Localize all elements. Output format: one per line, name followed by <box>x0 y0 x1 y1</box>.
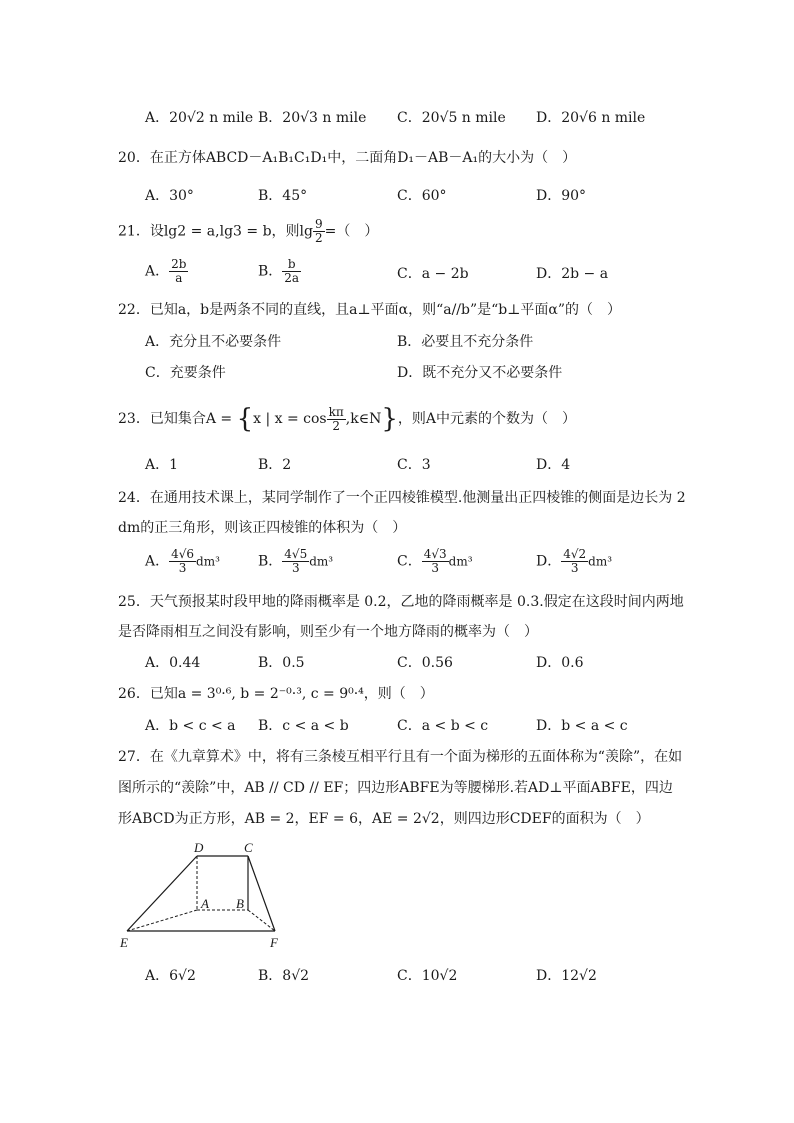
q21-option-a-den: a <box>175 271 183 285</box>
q21-option-c-text: a − 2b <box>421 266 469 282</box>
q21-frac-num: 9 <box>314 217 323 231</box>
q26-option-a: A．b < c < a <box>145 718 236 734</box>
q23-fraction <box>327 406 346 433</box>
q21-option-a-fraction <box>169 258 188 285</box>
q21-option-b-label: B． <box>258 263 283 280</box>
q25-option-c: C．0.56 <box>397 655 453 671</box>
edge-cf <box>248 856 275 931</box>
q21-option-b-den: 2a <box>284 271 300 285</box>
q21-frac-den: 2 <box>314 231 323 245</box>
q27-figure <box>115 838 295 958</box>
q21-stem-fraction <box>313 218 325 245</box>
q25-option-a: A．0.44 <box>145 655 201 671</box>
q22-option-c: C．充要条件 <box>145 365 226 381</box>
q19-option-d: D．20√6 n mile <box>536 110 646 126</box>
q24-option-d-num: 4√2 <box>563 547 587 561</box>
q24-option-c-fraction <box>422 548 449 575</box>
q21-stem <box>118 218 378 245</box>
q21-option-d <box>536 264 608 284</box>
q24-option-d-unit: dm³ <box>588 554 613 569</box>
q20-option-b: B．45° <box>258 188 308 204</box>
q22-option-a: A．充分且不必要条件 <box>145 334 282 350</box>
q25-option-b: B．0.5 <box>258 655 305 671</box>
q21-option-d-label: D． <box>536 266 562 282</box>
q23-option-a: A．1 <box>145 457 179 473</box>
q27-stem-line3: 形ABCD为正方形，AB = 2，EF = 6，AE = 2√2，则四边形CDEF的面积为（ ） <box>118 811 650 827</box>
q23-frac-den: 2 <box>332 418 341 433</box>
q24-option-d <box>536 548 612 575</box>
q24-option-a-label: A． <box>145 553 170 570</box>
q24-option-d-den: 3 <box>570 561 579 575</box>
q26-option-b: B．c < a < b <box>258 718 349 734</box>
q24-option-c <box>397 548 473 575</box>
label-d: D <box>194 840 204 855</box>
label-b: B <box>236 896 244 911</box>
label-f: F <box>270 935 278 950</box>
q24-option-b <box>258 548 333 575</box>
label-a: A <box>201 896 209 911</box>
q23-stem-post: ，则A中元素的个数为（ ） <box>397 411 576 427</box>
q22-option-b: B．必要且不充分条件 <box>397 334 534 350</box>
q24-option-c-label: C． <box>397 553 422 570</box>
q20-option-d: D．90° <box>536 188 587 204</box>
q24-stem-line1: 24．在通用技术课上，某同学制作了一个正四棱锥模型.他测量出正四棱锥的侧面是边长为 2 <box>118 490 686 506</box>
q24-option-a <box>145 548 220 575</box>
q27-stem-line1: 27．在《九章算术》中，将有三条棱互相平行且有一个面为梯形的五面体称为“羡除”，在如 <box>118 749 683 765</box>
q27-option-d: D．12√2 <box>536 968 597 984</box>
q23-right-brace: } <box>381 404 398 434</box>
q26-option-c: C．a < b < c <box>397 718 489 734</box>
q24-option-c-unit: dm³ <box>448 554 473 569</box>
edge-de <box>127 856 197 931</box>
q27-option-b: B．8√2 <box>258 968 310 984</box>
q26-option-d: D．b < a < c <box>536 718 628 734</box>
q23-stem-pre: 23．已知集合A = <box>118 411 233 427</box>
label-c: C <box>244 840 253 855</box>
q24-option-a-num: 4√6 <box>171 547 195 561</box>
q19-option-b: B．20√3 n mile <box>258 110 367 126</box>
q21-stem-post: =（ ） <box>324 223 379 240</box>
q24-option-d-label: D． <box>536 553 562 570</box>
q23-option-b: B．2 <box>258 457 292 473</box>
q27-option-c: C．10√2 <box>397 968 458 984</box>
q24-option-b-unit: dm³ <box>309 554 334 569</box>
q24-option-b-den: 3 <box>291 561 300 575</box>
q24-stem-line2: dm的正三角形，则该正四棱锥的体积为（ ） <box>118 520 407 536</box>
q21-option-d-text: 2b − a <box>561 266 609 282</box>
q24-option-b-num: 4√5 <box>284 547 308 561</box>
q25-stem-line2: 是否降雨相互之间没有影响，则至少有一个地方降雨的概率为（ ） <box>118 624 538 640</box>
q21-option-c-label: C． <box>397 266 422 282</box>
q23-stem <box>118 404 576 434</box>
q21-option-a-num: 2b <box>171 257 187 271</box>
q21-option-a-label: A． <box>145 263 170 280</box>
q23-set-content: x | x = cos <box>253 411 327 427</box>
q21-option-b <box>258 258 301 285</box>
q26-stem: 26．已知a = 3⁰·⁶, b = 2⁻⁰·³, c = 9⁰·⁴，则（ ） <box>118 686 434 702</box>
q21-option-b-num: b <box>282 258 301 272</box>
label-e: E <box>120 935 128 950</box>
q23-frac-num: kπ <box>328 404 344 419</box>
q22-stem: 22．已知a，b是两条不同的直线，且a⊥平面α，则“a//b”是“b⊥平面α”的（ ） <box>118 302 622 318</box>
q23-set-tail: ,k∈N <box>345 411 382 427</box>
q27-stem-line2: 图所示的“羡除”中，AB // CD // EF；四边形ABFE为等腰梯形.若AD⊥平面ABFE，四边 <box>118 780 673 796</box>
q21-option-b-fraction <box>282 258 301 285</box>
q24-option-b-label: B． <box>258 553 283 570</box>
q21-option-c <box>397 264 469 284</box>
q24-option-a-unit: dm³ <box>196 554 220 569</box>
q21-stem-pre: 21．设lg2 = a,lg3 = b，则lg <box>118 223 313 240</box>
q20-option-c: C．60° <box>397 188 447 204</box>
q24-option-c-den: 3 <box>431 561 439 575</box>
q19-option-a: A．20√2 n mile <box>145 110 254 126</box>
q25-stem-line1: 25．天气预报某时段甲地的降雨概率是 0.2，乙地的降雨概率是 0.3.假定在这段时间内两地 <box>118 594 684 610</box>
q24-option-b-fraction <box>282 548 309 575</box>
q27-option-a: A．6√2 <box>145 968 196 984</box>
q24-option-d-fraction <box>561 548 588 575</box>
q23-option-c: C．3 <box>397 457 431 473</box>
q24-option-a-den: 3 <box>178 561 187 575</box>
q25-option-d: D．0.6 <box>536 655 584 671</box>
q23-option-d: D．4 <box>536 457 571 473</box>
q24-option-c-num: 4√3 <box>423 547 447 561</box>
q22-option-d: D．既不充分又不必要条件 <box>397 365 563 381</box>
q24-option-a-fraction <box>169 548 196 575</box>
q19-option-c: C．20√5 n mile <box>397 110 506 126</box>
q20-stem: 20．在正方体ABCD－A₁B₁C₁D₁中，二面角D₁－AB－A₁的大小为（ ） <box>118 150 577 166</box>
q20-option-a: A．30° <box>145 188 194 204</box>
q21-option-a <box>145 258 188 285</box>
q23-left-brace: { <box>236 404 254 434</box>
